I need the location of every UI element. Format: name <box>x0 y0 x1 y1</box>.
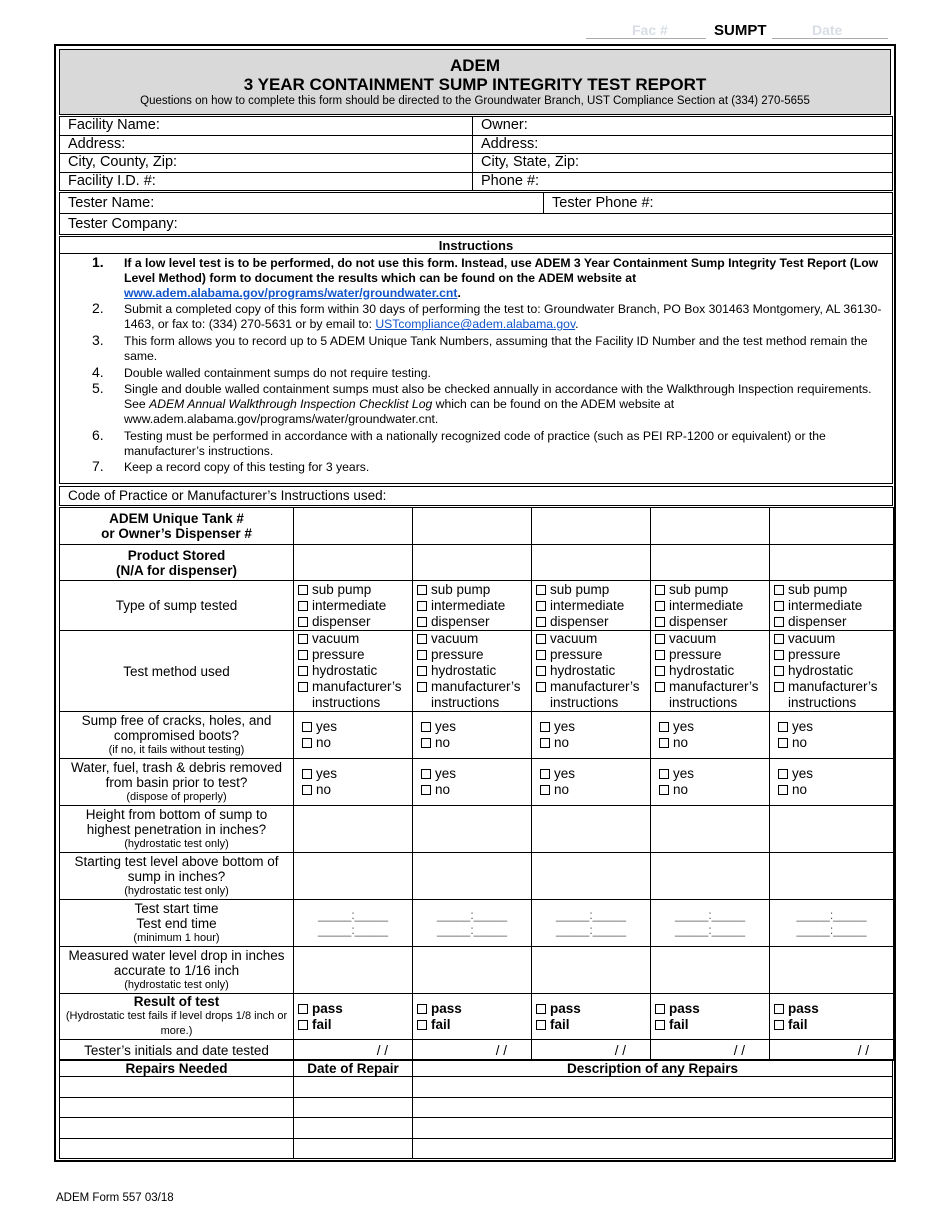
initials-row <box>60 1040 894 1061</box>
initials-date-field[interactable]: / / <box>294 1040 413 1061</box>
repair-description-field[interactable] <box>413 1097 893 1118</box>
height-label: Height from bottom of sump to highest penetration in inches? (hydrostatic test only) <box>60 806 294 853</box>
owner-city-field[interactable]: City, State, Zip: <box>473 154 893 173</box>
option[interactable]: manufacturer’s <box>774 679 889 695</box>
checkbox[interactable] <box>774 634 784 644</box>
option[interactable]: yes <box>540 766 646 782</box>
option[interactable]: vacuum <box>417 631 527 647</box>
checkbox[interactable] <box>417 1020 427 1030</box>
initials-label: Tester’s initials and date tested <box>60 1040 294 1061</box>
option[interactable]: yes <box>778 719 889 735</box>
repair-row <box>60 1138 893 1159</box>
option[interactable]: hydrostatic <box>417 663 527 679</box>
checkbox[interactable] <box>655 650 665 660</box>
checkbox[interactable] <box>298 682 308 692</box>
option[interactable]: sub pump <box>298 582 408 598</box>
option[interactable]: dispenser <box>655 614 765 630</box>
option[interactable]: intermediate <box>298 598 408 614</box>
level-drop-field[interactable] <box>770 947 894 994</box>
product-field[interactable] <box>651 545 770 581</box>
checkbox[interactable] <box>536 682 546 692</box>
form-code-line <box>586 20 891 40</box>
form-frame <box>54 44 896 1162</box>
height-row <box>60 806 894 853</box>
height-field[interactable] <box>532 806 651 853</box>
repair-row <box>60 1097 893 1118</box>
instruction-item: 3. This form allows you to record up to 5 ADEM Unique Tank Numbers, assuming that the Facility ID Number and the test method remain the same. <box>92 331 868 363</box>
option[interactable]: hydrostatic <box>536 663 646 679</box>
option[interactable]: dispenser <box>298 614 408 630</box>
checkbox[interactable] <box>298 634 308 644</box>
option[interactable]: no <box>540 735 646 751</box>
result-label: Result of test (Hydrostatic test fails if level drops 1/8 inch or more.) <box>60 994 294 1040</box>
option[interactable]: no <box>421 735 527 751</box>
option[interactable]: sub pump <box>536 582 646 598</box>
yes-no-options <box>417 719 527 751</box>
form-header <box>59 49 891 115</box>
checkbox[interactable] <box>298 1020 308 1030</box>
facility-id-field[interactable]: Facility I.D. #: <box>60 172 473 191</box>
date-of-repair-header: Date of Repair <box>294 1060 413 1077</box>
result-options <box>655 1001 765 1033</box>
checkbox[interactable] <box>417 682 427 692</box>
instructions-title: Instructions <box>60 237 892 254</box>
option[interactable]: intermediate <box>655 598 765 614</box>
result-options <box>536 1001 646 1033</box>
form-title: 3 YEAR CONTAINMENT SUMP INTEGRITY TEST REPORT <box>243 75 707 94</box>
checkbox[interactable] <box>655 682 665 692</box>
test-time-row <box>60 900 894 947</box>
checkbox[interactable] <box>778 738 788 748</box>
test-method-options: vacuum pressure hydrostatic manufacturer’s instructions <box>774 631 889 711</box>
checkbox[interactable] <box>778 769 788 779</box>
start-level-label: Starting test level above bottom of sump in inches? (hydrostatic test only) <box>60 853 294 900</box>
checkbox[interactable] <box>774 666 784 676</box>
checkbox[interactable] <box>417 585 427 595</box>
checkbox[interactable] <box>536 666 546 676</box>
cracks-label: Sump free of cracks, holes, and compromised boots? (if no, it fails without testing) <box>60 712 294 759</box>
option[interactable]: vacuum <box>774 631 889 647</box>
checkbox[interactable] <box>421 722 431 732</box>
tank-field[interactable] <box>651 508 770 545</box>
option[interactable]: sub pump <box>417 582 527 598</box>
checkbox[interactable] <box>659 785 669 795</box>
facility-city-field[interactable]: City, County, Zip: <box>60 154 473 173</box>
option[interactable]: dispenser <box>417 614 527 630</box>
product-field[interactable] <box>413 545 532 581</box>
repair-date-field[interactable] <box>294 1118 413 1139</box>
product-row <box>60 545 894 581</box>
option[interactable]: vacuum <box>298 631 408 647</box>
checkbox[interactable] <box>655 634 665 644</box>
repair-row <box>60 1118 893 1139</box>
option[interactable]: no <box>302 735 408 751</box>
initials-date-field[interactable]: / / <box>413 1040 532 1061</box>
repair-row <box>60 1077 893 1098</box>
tester-phone-field[interactable]: Tester Phone #: <box>544 193 893 214</box>
result-options <box>298 1001 408 1033</box>
height-field[interactable] <box>651 806 770 853</box>
form-subtitle: Questions on how to complete this form should be directed to the Groundwater Branch, UST Compliance Section at (334) 270-5655 <box>140 95 810 107</box>
initials-date-field[interactable]: / / <box>651 1040 770 1061</box>
yes-no-options <box>536 719 646 751</box>
cracks-row <box>60 712 894 759</box>
level-drop-field[interactable] <box>413 947 532 994</box>
instruction-item: 1. If a low level test is to be performed, do not use this form. Instead, use ADEM 3 Year Containment Sump Integrity Test Report (Low Level Method) form to document the results which can be found on the ADEM website at www.adem.alabama.gov/programs/water/groundwater.cnt. <box>92 254 879 300</box>
option[interactable]: pass <box>655 1001 765 1017</box>
sump-type-options <box>655 582 765 630</box>
start-level-row <box>60 853 894 900</box>
yes-no-options <box>655 719 765 751</box>
tank-field[interactable] <box>770 508 894 545</box>
option[interactable]: fail <box>774 1017 889 1033</box>
checkbox[interactable] <box>774 617 784 627</box>
checkbox[interactable] <box>417 601 427 611</box>
time-fields[interactable]: _____:_____ _____:_____ <box>796 908 867 937</box>
yes-no-options <box>774 766 889 798</box>
instruction-item: 6. Testing must be performed in accordance with a nationally recognized code of practice (such as PEI RP-1200 or equivalent) or the manufacturer’s instructions. <box>92 426 826 458</box>
option[interactable]: intermediate <box>417 598 527 614</box>
checkbox[interactable] <box>655 666 665 676</box>
facility-name-field[interactable]: Facility Name: <box>60 117 473 136</box>
checkbox[interactable] <box>298 617 308 627</box>
code-of-practice-field[interactable]: Code of Practice or Manufacturer’s Instructions used: <box>59 486 893 506</box>
height-field[interactable] <box>770 806 894 853</box>
checkbox[interactable] <box>655 601 665 611</box>
checkbox[interactable] <box>774 1020 784 1030</box>
time-fields[interactable]: _____:_____ _____:_____ <box>436 908 508 937</box>
repair-description-field[interactable] <box>413 1138 893 1159</box>
tester-table <box>59 192 893 235</box>
yes-no-options <box>417 766 527 798</box>
option[interactable]: yes <box>302 766 408 782</box>
option[interactable]: hydrostatic <box>655 663 765 679</box>
repair-description-field[interactable] <box>413 1118 893 1139</box>
owner-phone-field[interactable]: Phone #: <box>473 172 893 191</box>
checkbox[interactable] <box>536 617 546 627</box>
option[interactable]: no <box>421 782 527 798</box>
repair-date-field[interactable] <box>294 1097 413 1118</box>
option[interactable]: pass <box>536 1001 646 1017</box>
instructions-section <box>59 236 893 484</box>
level-drop-row <box>60 947 894 994</box>
sump-type-label: Type of sump tested <box>60 581 294 631</box>
repairs-table <box>59 1059 893 1159</box>
option[interactable]: pressure <box>298 647 408 663</box>
tank-field[interactable] <box>294 508 413 545</box>
checkbox[interactable] <box>302 769 312 779</box>
option[interactable]: fail <box>536 1017 646 1033</box>
level-drop-label: Measured water level drop in inches accurate to 1/16 inch (hydrostatic test only) <box>60 947 294 994</box>
test-method-row <box>60 631 894 712</box>
repair-needed-field[interactable] <box>60 1097 294 1118</box>
instruction-item: 4. Double walled containment sumps do not require testing. <box>92 363 431 380</box>
test-method-options: vacuum pressure hydrostatic manufacturer’s instructions <box>417 631 527 711</box>
yes-no-options <box>655 766 765 798</box>
checkbox[interactable] <box>774 601 784 611</box>
checkbox[interactable] <box>774 682 784 692</box>
checkbox[interactable] <box>298 666 308 676</box>
start-level-field[interactable] <box>294 853 413 900</box>
option[interactable]: hydrostatic <box>298 663 408 679</box>
product-field[interactable] <box>770 545 894 581</box>
date-field[interactable] <box>772 38 888 39</box>
repair-date-field[interactable] <box>294 1077 413 1098</box>
checkbox[interactable] <box>536 634 546 644</box>
owner-address-field[interactable]: Address: <box>473 135 893 154</box>
debris-label: Water, fuel, trash & debris removed from basin prior to test? (dispose of properly) <box>60 759 294 806</box>
instructions-list <box>60 254 892 475</box>
option[interactable]: intermediate <box>536 598 646 614</box>
option[interactable]: manufacturer’s <box>655 679 765 695</box>
test-time-label: Test start time Test end time (minimum 1 hour) <box>60 900 294 947</box>
test-method-options: vacuum pressure hydrostatic manufacturer’s instructions <box>536 631 646 711</box>
tank-field[interactable] <box>413 508 532 545</box>
level-drop-field[interactable] <box>294 947 413 994</box>
checkbox[interactable] <box>655 1004 665 1014</box>
option[interactable]: manufacturer’s <box>298 679 408 695</box>
option[interactable]: vacuum <box>536 631 646 647</box>
option[interactable]: no <box>778 735 889 751</box>
checkbox[interactable] <box>774 585 784 595</box>
checkbox[interactable] <box>421 785 431 795</box>
checkbox[interactable] <box>540 785 550 795</box>
checkbox[interactable] <box>302 722 312 732</box>
height-field[interactable] <box>294 806 413 853</box>
checkbox[interactable] <box>536 650 546 660</box>
option[interactable]: hydrostatic <box>774 663 889 679</box>
repairs-needed-header: Repairs Needed <box>60 1060 294 1077</box>
tank-row <box>60 508 894 545</box>
sump-type-options <box>298 582 408 630</box>
fac-number-field[interactable] <box>586 38 706 39</box>
repair-needed-field[interactable] <box>60 1077 294 1098</box>
option[interactable]: pass <box>774 1001 889 1017</box>
checkbox[interactable] <box>302 785 312 795</box>
level-drop-field[interactable] <box>651 947 770 994</box>
checkbox[interactable] <box>298 1004 308 1014</box>
checkbox[interactable] <box>298 585 308 595</box>
option[interactable]: sub pump <box>774 582 889 598</box>
product-label: Product Stored (N/A for dispenser) <box>60 545 294 581</box>
checkbox[interactable] <box>536 1020 546 1030</box>
option[interactable]: yes <box>659 766 765 782</box>
checkbox[interactable] <box>417 666 427 676</box>
option[interactable]: vacuum <box>655 631 765 647</box>
option[interactable]: pressure <box>655 647 765 663</box>
option[interactable]: pressure <box>536 647 646 663</box>
option[interactable]: fail <box>655 1017 765 1033</box>
option[interactable]: dispenser <box>774 614 889 630</box>
option[interactable]: yes <box>421 719 527 735</box>
checkbox[interactable] <box>536 601 546 611</box>
checkbox[interactable] <box>298 601 308 611</box>
start-level-field[interactable] <box>532 853 651 900</box>
checkbox[interactable] <box>655 617 665 627</box>
checkbox[interactable] <box>417 1004 427 1014</box>
option[interactable]: yes <box>421 766 527 782</box>
repair-date-field[interactable] <box>294 1138 413 1159</box>
checkbox[interactable] <box>659 722 669 732</box>
instruction-item: 2. Submit a completed copy of this form within 30 days of performing the test to: Groundwater Branch, PO Box 301463 Montgomery, AL 36130-1463, or fax to: (334) 270-5631 or by email to: USTcompliance@adem.alabama.gov. <box>92 300 882 332</box>
start-level-field[interactable] <box>770 853 894 900</box>
checkbox[interactable] <box>540 769 550 779</box>
fac-number-label: Fac # <box>632 22 668 38</box>
sump-type-options <box>536 582 646 630</box>
test-method-options: vacuum pressure hydrostatic manufacturer’s instructions <box>298 631 408 711</box>
height-field[interactable] <box>413 806 532 853</box>
time-fields[interactable]: _____:_____ _____:_____ <box>317 908 389 937</box>
start-level-field[interactable] <box>413 853 532 900</box>
option[interactable]: yes <box>778 766 889 782</box>
debris-row <box>60 759 894 806</box>
yes-no-options <box>298 719 408 751</box>
checkbox[interactable] <box>659 738 669 748</box>
instruction-item: 5. Single and double walled containment sumps must also be checked annually in accordance with the Walkthrough Inspection requirements. See ADEM Annual Walkthrough Inspection Checklist Log which can be found on the ADEM website at www.adem.alabama.gov/programs/water/groundwater.cnt. <box>92 380 872 426</box>
checkbox[interactable] <box>655 585 665 595</box>
tester-name-field[interactable]: Tester Name: <box>60 193 544 214</box>
repair-description-field[interactable] <box>413 1077 893 1098</box>
tank-label: ADEM Unique Tank # or Owner’s Dispenser # <box>60 508 294 545</box>
product-field[interactable] <box>294 545 413 581</box>
level-drop-field[interactable] <box>532 947 651 994</box>
result-options <box>417 1001 527 1033</box>
option[interactable]: pressure <box>417 647 527 663</box>
checkbox[interactable] <box>536 585 546 595</box>
repair-description-header: Description of any Repairs <box>413 1060 893 1077</box>
checkbox[interactable] <box>778 785 788 795</box>
option[interactable]: no <box>659 735 765 751</box>
yes-no-options <box>298 766 408 798</box>
result-options <box>774 1001 889 1033</box>
option[interactable]: pass <box>417 1001 527 1017</box>
checkbox[interactable] <box>774 1004 784 1014</box>
option[interactable]: fail <box>417 1017 527 1033</box>
checkbox[interactable] <box>540 738 550 748</box>
option[interactable]: fail <box>298 1017 408 1033</box>
checkbox[interactable] <box>536 1004 546 1014</box>
option[interactable]: dispenser <box>536 614 646 630</box>
checkbox[interactable] <box>659 769 669 779</box>
option[interactable]: no <box>778 782 889 798</box>
facility-address-field[interactable]: Address: <box>60 135 473 154</box>
option[interactable]: yes <box>659 719 765 735</box>
initials-date-field[interactable]: / / <box>532 1040 651 1061</box>
repair-needed-field[interactable] <box>60 1118 294 1139</box>
yes-no-options <box>774 719 889 751</box>
checkbox[interactable] <box>421 769 431 779</box>
test-method-label: Test method used <box>60 631 294 712</box>
email-link[interactable]: USTcompliance@adem.alabama.gov <box>375 317 576 332</box>
option[interactable]: no <box>659 782 765 798</box>
option[interactable]: intermediate <box>774 598 889 614</box>
option[interactable]: no <box>302 782 408 798</box>
tester-company-field[interactable]: Tester Company: <box>60 214 893 235</box>
instruction-item: 7. Keep a record copy of this testing for 3 years. <box>92 458 370 475</box>
checkbox[interactable] <box>655 1020 665 1030</box>
checkbox[interactable] <box>417 650 427 660</box>
tank-field[interactable] <box>532 508 651 545</box>
checkbox[interactable] <box>774 650 784 660</box>
option[interactable]: no <box>540 782 646 798</box>
repair-needed-field[interactable] <box>60 1138 294 1159</box>
yes-no-options <box>536 766 646 798</box>
agency-name: ADEM <box>449 56 501 75</box>
option[interactable]: manufacturer’s <box>417 679 527 695</box>
start-level-field[interactable] <box>651 853 770 900</box>
checkbox[interactable] <box>778 722 788 732</box>
result-row <box>60 994 894 1040</box>
option[interactable]: pressure <box>774 647 889 663</box>
sump-type-options <box>417 582 527 630</box>
checkbox[interactable] <box>421 738 431 748</box>
option[interactable]: pass <box>298 1001 408 1017</box>
checkbox[interactable] <box>302 738 312 748</box>
checkbox[interactable] <box>417 617 427 627</box>
time-fields[interactable]: _____:_____ _____:_____ <box>674 908 746 937</box>
initials-date-field[interactable]: / / <box>770 1040 894 1061</box>
test-method-options: vacuum pressure hydrostatic manufacturer’s instructions <box>655 631 765 711</box>
checkbox[interactable] <box>540 722 550 732</box>
sump-type-options <box>774 582 889 630</box>
date-label: Date <box>812 22 843 38</box>
checkbox[interactable] <box>417 634 427 644</box>
option[interactable]: yes <box>302 719 408 735</box>
option[interactable]: yes <box>540 719 646 735</box>
time-fields[interactable]: _____:_____ _____:_____ <box>555 908 627 937</box>
groundwater-link[interactable]: www.adem.alabama.gov/programs/water/groundwater.cnt <box>124 285 458 300</box>
owner-name-field[interactable]: Owner: <box>473 117 893 136</box>
option[interactable]: sub pump <box>655 582 765 598</box>
product-field[interactable] <box>532 545 651 581</box>
facility-owner-table <box>59 116 893 191</box>
sump-test-grid <box>59 507 894 1061</box>
sump-type-row <box>60 581 894 631</box>
option[interactable]: manufacturer’s <box>536 679 646 695</box>
form-number: ADEM Form 557 03/18 <box>56 1192 174 1204</box>
checkbox[interactable] <box>298 650 308 660</box>
form-code: SUMPT <box>714 22 767 39</box>
